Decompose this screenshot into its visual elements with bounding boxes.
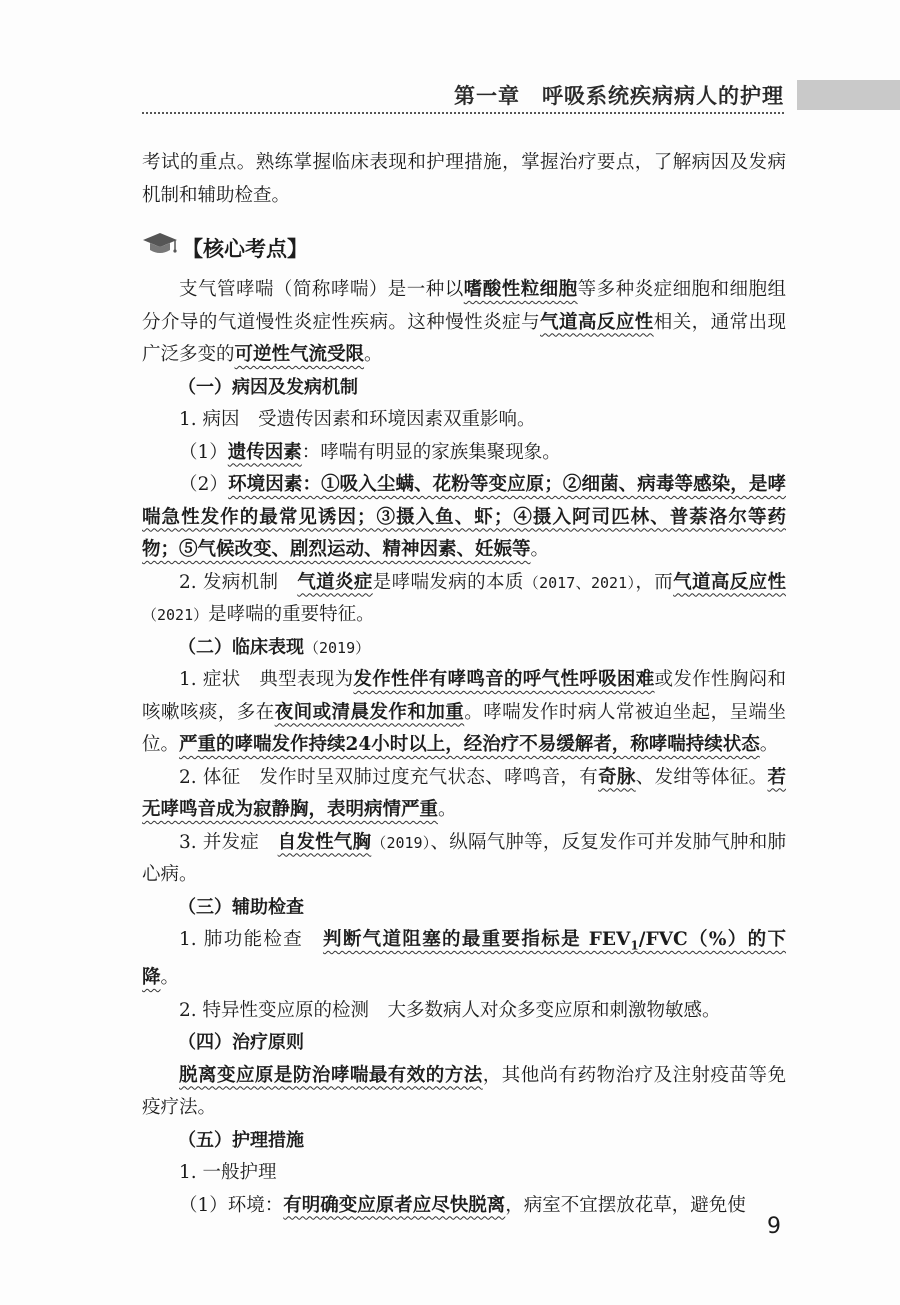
key-term: 奇脉 [598, 766, 636, 788]
exam-year-note: （2017、2021） [523, 573, 636, 592]
section-heading-3: （三）辅助检查 [178, 896, 304, 918]
environment-factor-paragraph [142, 469, 786, 567]
symptoms-paragraph [142, 664, 786, 762]
text-run: 。 [364, 344, 383, 365]
text-run: 3. 并发症 [179, 831, 278, 853]
key-term: 有明确变应原者应尽快脱离 [283, 1194, 506, 1216]
header-tab-bar [797, 80, 900, 110]
text-run: 。哮喘发作时病人常被迫坐起，呈端坐位。 [142, 701, 786, 755]
text-run: ，而 [635, 571, 674, 593]
definition-paragraph [142, 274, 786, 372]
key-term: 气道高反应性 [673, 571, 786, 593]
text-run: ：哮喘有明显的家族集聚现象。 [301, 441, 561, 463]
text-run: 1. 症状 典型表现为 [179, 669, 354, 690]
text-run: 1. 肺功能检查 [179, 929, 323, 950]
text-run: 。 [438, 799, 457, 820]
key-term-part: /FVC（%）的下降 [142, 929, 786, 989]
text-run: ，其他尚有药物治疗及注射疫苗等免疫疗法。 [142, 1064, 786, 1119]
exam-year-note: （2019） [371, 833, 431, 852]
key-term-part: 判断气道阻塞的最重要指标是 FEV [322, 929, 631, 950]
key-term: 气道高反应性 [540, 311, 654, 333]
running-header [142, 78, 784, 114]
page-body [142, 147, 786, 1222]
text-run: （2） [179, 474, 229, 495]
signs-paragraph [142, 762, 786, 827]
exam-year-note: （2021） [142, 606, 209, 624]
chapter-title: 第一章 呼吸系统疾病病人的护理 [454, 84, 784, 108]
text-run: 是哮喘的重要特征。 [208, 604, 375, 625]
pathogenesis-paragraph [142, 567, 786, 632]
cause-paragraph: 1. 病因 受遗传因素和环境因素双重影响。 [179, 409, 536, 430]
key-term: 环境因素：①吸入尘螨、花粉等变应原；②细菌、病毒等感染，是哮喘急性发作的最常见诱因；③摄入鱼、虾；④摄入阿司匹林、普萘洛尔等药物；⑤气候改变、剧烈运动、精神因素、妊娠等 [142, 474, 786, 560]
text-run: （1） [179, 441, 228, 463]
key-term: 发作性伴有哮鸣音的呼气性呼吸困难 [353, 669, 655, 690]
text-run: 等多种炎症细胞和细胞组分介导的气道慢性炎症性疾病。这种慢性炎症与 [142, 279, 786, 333]
key-term: 夜间或清晨发作和加重 [274, 701, 465, 723]
text-run: 或发作性胸闷和咳嗽咳痰，多在 [142, 669, 786, 723]
subscript: 1 [630, 938, 639, 953]
treatment-paragraph [142, 1060, 786, 1125]
general-care-paragraph: 1. 一般护理 [179, 1162, 277, 1184]
text-run: 支气管哮喘（简称哮喘）是一种以 [179, 279, 464, 300]
text-run: （1）环境： [179, 1194, 284, 1216]
text-run: 、纵隔气肿等，反复发作可并发肺气肿和肺心病。 [142, 831, 786, 885]
key-term: 严重的哮喘发作持续24小时以上，经治疗不易缓解者，称哮喘持续状态 [179, 734, 760, 755]
key-term: 嗜酸性粒细胞 [463, 279, 578, 300]
text-run: 相关，通常出现广泛多变的 [142, 311, 786, 365]
core-section-title: 【核心考点】 [182, 236, 308, 261]
section-heading-5: （五）护理措施 [178, 1129, 304, 1151]
text-run: 、发绀等体征。 [635, 766, 768, 788]
page-number: 9 [767, 1214, 781, 1239]
exam-year-note: （2019） [304, 638, 371, 657]
key-term: 气道炎症 [297, 571, 373, 593]
text-run: 是哮喘发病的本质 [372, 571, 524, 593]
graduation-cap-icon [142, 230, 182, 268]
section-heading-2 [142, 632, 786, 665]
text-run: 2. 发病机制 [179, 571, 298, 593]
key-term: 脱离变应原是防治哮喘最有效的方法 [179, 1064, 483, 1086]
text-run: 2. 体征 发作时呈双肺过度充气状态、哮鸣音，有 [179, 766, 599, 788]
key-term: 自发性气胸 [277, 831, 372, 853]
key-term: 遗传因素 [227, 441, 302, 463]
section-title: （二）临床表现 [178, 636, 304, 658]
key-term: 可逆性气流受限 [234, 344, 365, 365]
intro-paragraph: 考试的重点。熟练掌握临床表现和护理措施，掌握治疗要点，了解病因及发病机制和辅助检查。 [142, 152, 786, 206]
genetic-factor-paragraph [142, 437, 786, 470]
environment-care-paragraph [142, 1190, 786, 1223]
complications-paragraph [142, 827, 786, 892]
text-run: 。 [759, 734, 779, 755]
core-section-heading [142, 224, 786, 274]
allergen-test-paragraph: 2. 特异性变应原的检测 大多数病人对众多变应原和刺激物敏感。 [179, 999, 721, 1021]
text-run: 。 [160, 967, 180, 989]
text-run: 。 [530, 539, 550, 560]
lung-function-paragraph [142, 924, 786, 995]
key-term: 若无哮鸣音成为寂静胸，表明病情严重 [142, 766, 786, 820]
section-heading-4: （四）治疗原则 [178, 1032, 304, 1054]
section-heading-1: （一）病因及发病机制 [178, 376, 358, 398]
text-run: ，病室不宜摆放花草，避免使 [505, 1194, 746, 1216]
